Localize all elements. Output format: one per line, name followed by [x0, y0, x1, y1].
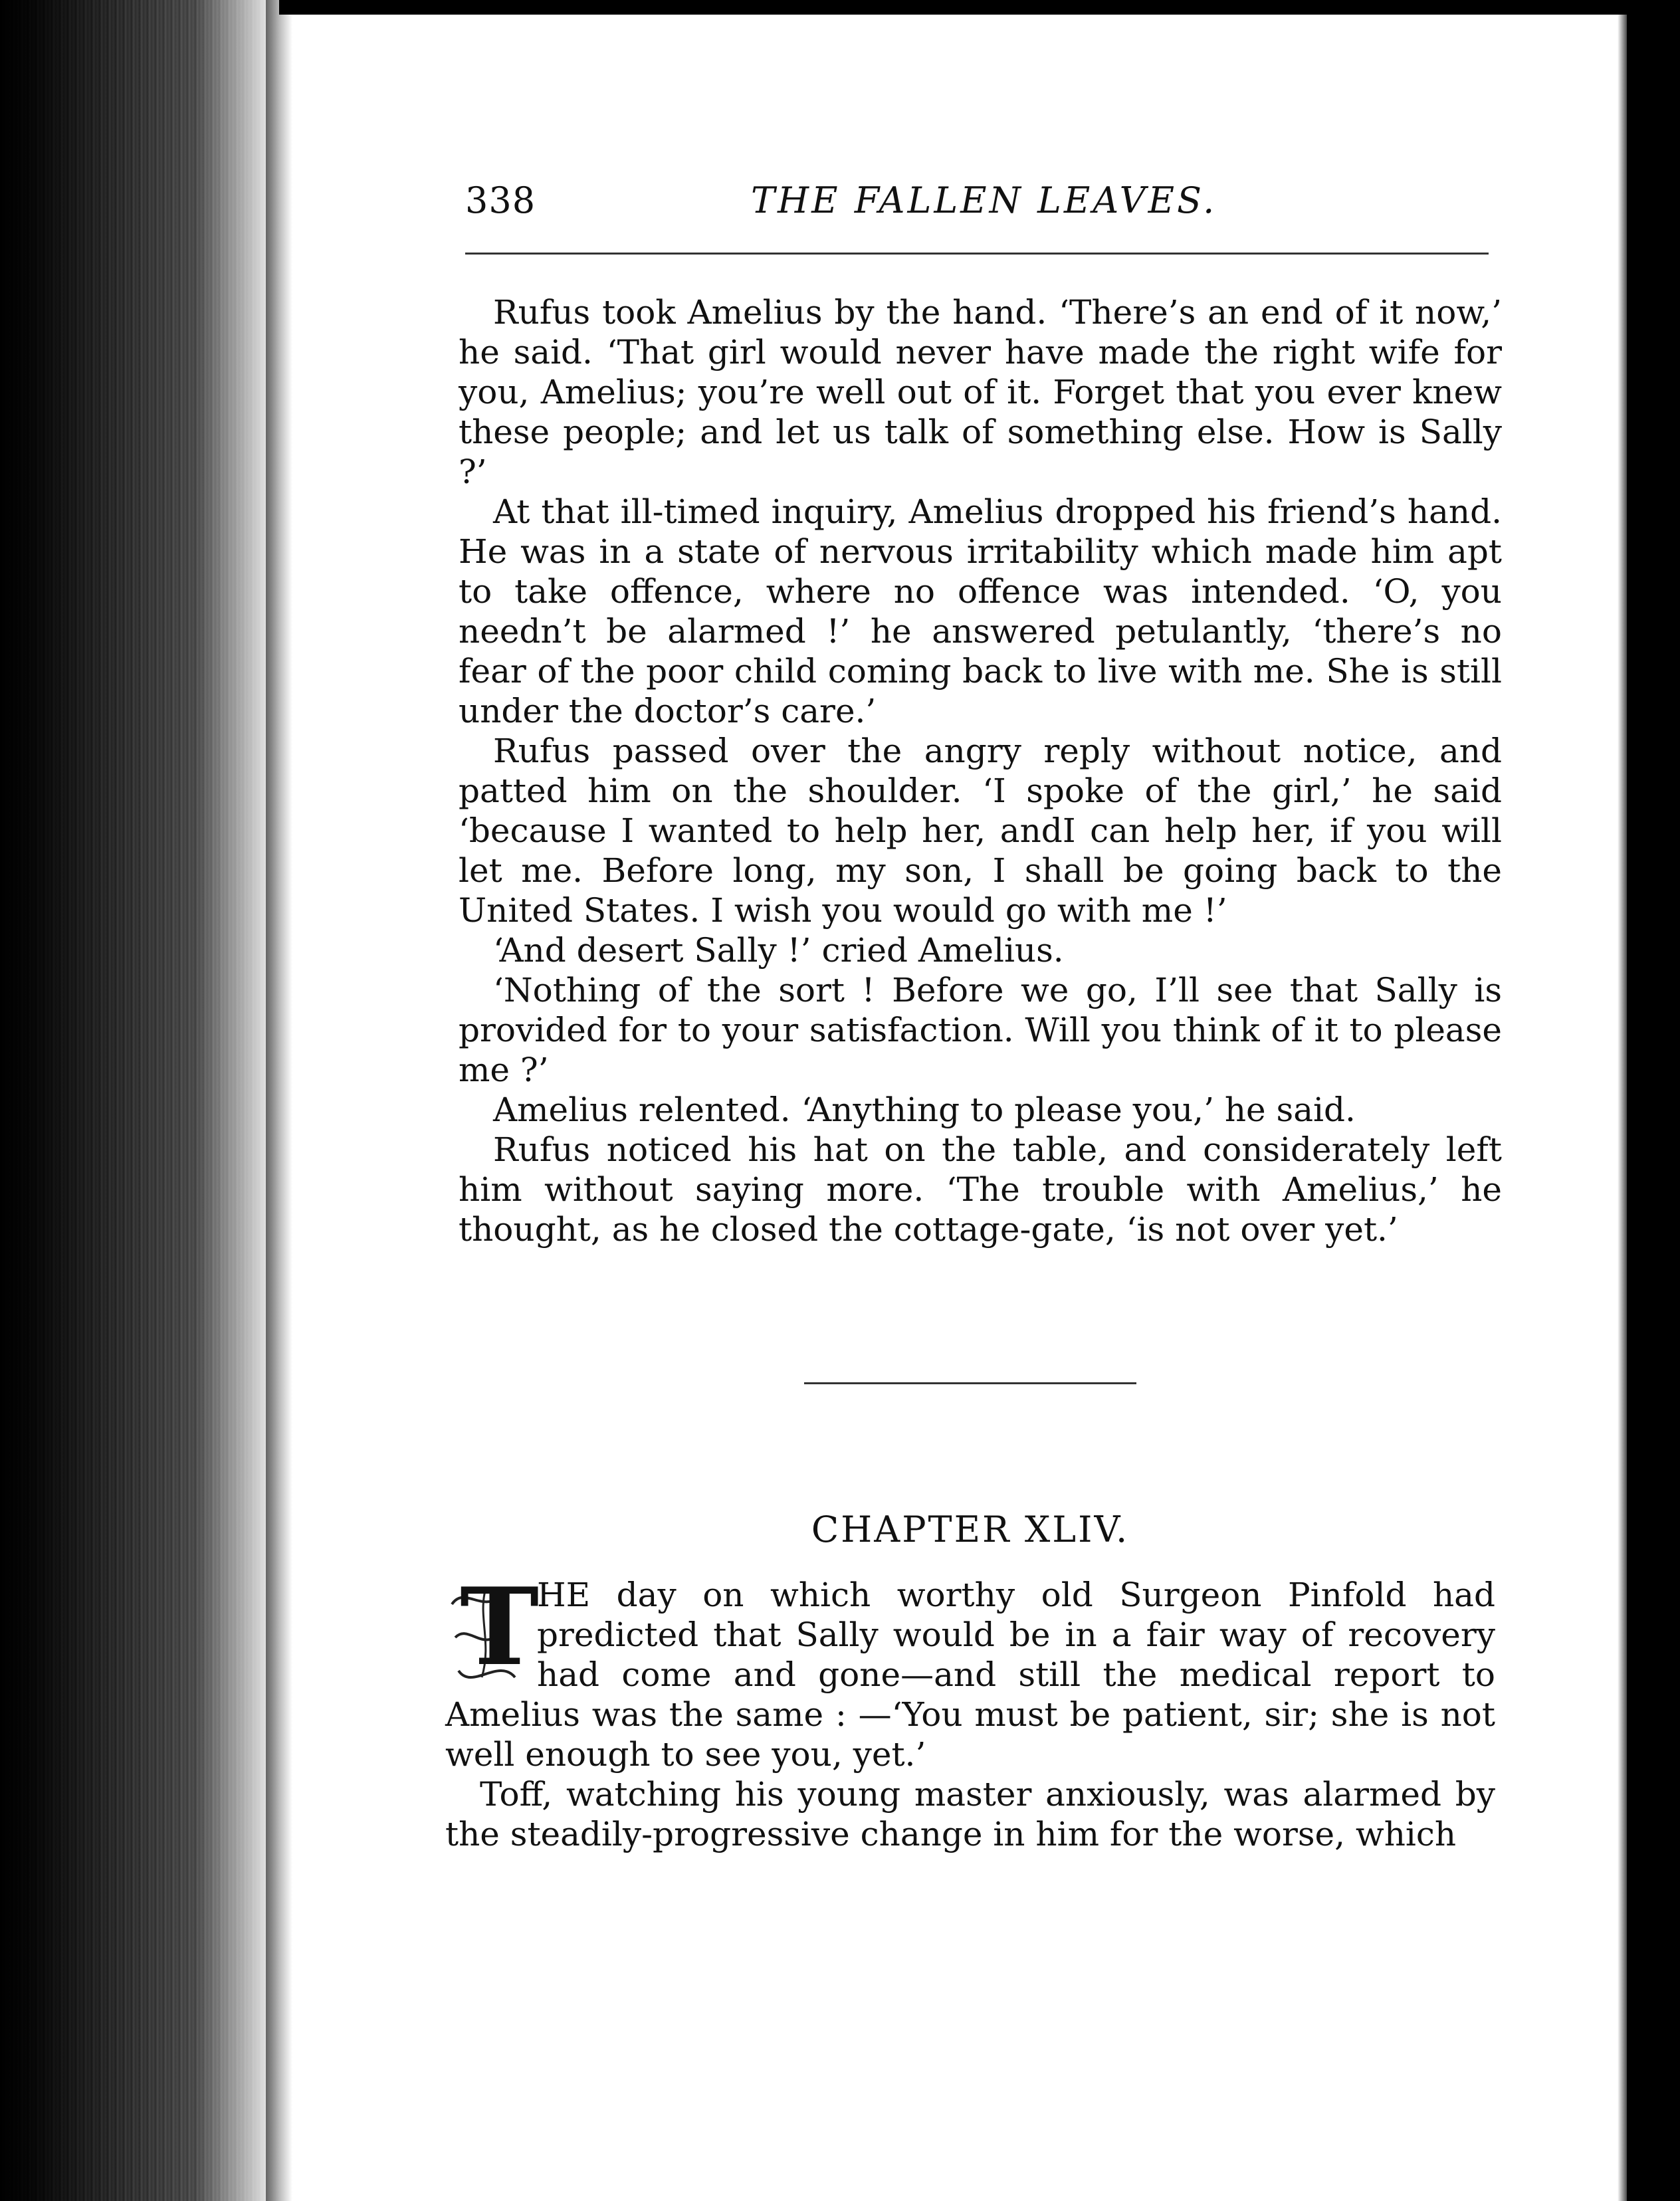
paragraph: Amelius relented. ‘Anything to please you,’ he said.	[493, 1091, 1356, 1129]
chapter-first-paragraph	[445, 1564, 1495, 1774]
chapter-first-paragraph-text: HE day on which worthy old Surgeon Pinfold had predicted that Sally would be in a fair way of recovery had come and gone—and still the medical report to Amelius was the same : —‘You must be patient, sir; she is not well enough to see you, yet.’	[445, 1576, 1495, 1774]
chapter-text	[445, 1564, 1495, 1854]
book-page-edges	[0, 0, 279, 2201]
book-page	[439, 179, 1502, 1853]
gutter-shadow	[266, 0, 292, 2201]
paragraph: ‘Nothing of the sort ! Before we go, I’ll see that Sally is provided for to your satisfaction. Will you think of it to please me ?’	[459, 971, 1502, 1089]
paragraph: At that ill-timed inquiry, Amelius dropped his friend’s hand. He was in a state of nervous irritability which made him apt to take offence, where no offence was intended. ‘O, you needn’t be alarmed !’ he answered petulantly, ‘there’s no fear of the poor child coming back to live with me. She is still under the doctor’s care.’	[459, 492, 1502, 730]
drop-cap-letter: T	[460, 1564, 540, 1689]
drop-cap	[445, 1564, 540, 1691]
running-title: THE FALLEN LEAVES.	[751, 179, 1217, 221]
paragraph: Rufus passed over the angry reply without notice, and patted him on the shoulder. ‘I spoke of the girl,’ he said ‘because I wanted to help her, andI can help her, if you will let me. Before long, my son, I shall be going back to the United States. I wish you would go with me !’	[459, 732, 1502, 930]
scan-right-border	[1627, 0, 1680, 2201]
header-rule	[465, 253, 1489, 255]
chapter-heading: CHAPTER XLIV.	[811, 1509, 1130, 1550]
chapter-second-paragraph: Toff, watching his young master anxiously, was alarmed by the steadily-progressive change in him for the worse, which	[445, 1775, 1495, 1853]
section-divider	[804, 1382, 1136, 1384]
paragraph: Rufus took Amelius by the hand. ‘There’s an end of it now,’ he said. ‘That girl would never have made the right wife for you, Amelius; you’re well out of it. Forget that you ever knew these people; and let us talk of something else. How is Sally ?’	[459, 293, 1502, 491]
running-head	[439, 179, 1495, 239]
body-text	[459, 292, 1502, 1249]
paragraph: Rufus noticed his hat on the table, and considerately left him without saying more. ‘The trouble with Amelius,’ he thought, as he closed the cottage-gate, ‘is not over yet.’	[459, 1130, 1502, 1249]
page-number: 338	[465, 179, 536, 221]
paragraph: ‘And desert Sally !’ cried Amelius.	[493, 931, 1064, 970]
